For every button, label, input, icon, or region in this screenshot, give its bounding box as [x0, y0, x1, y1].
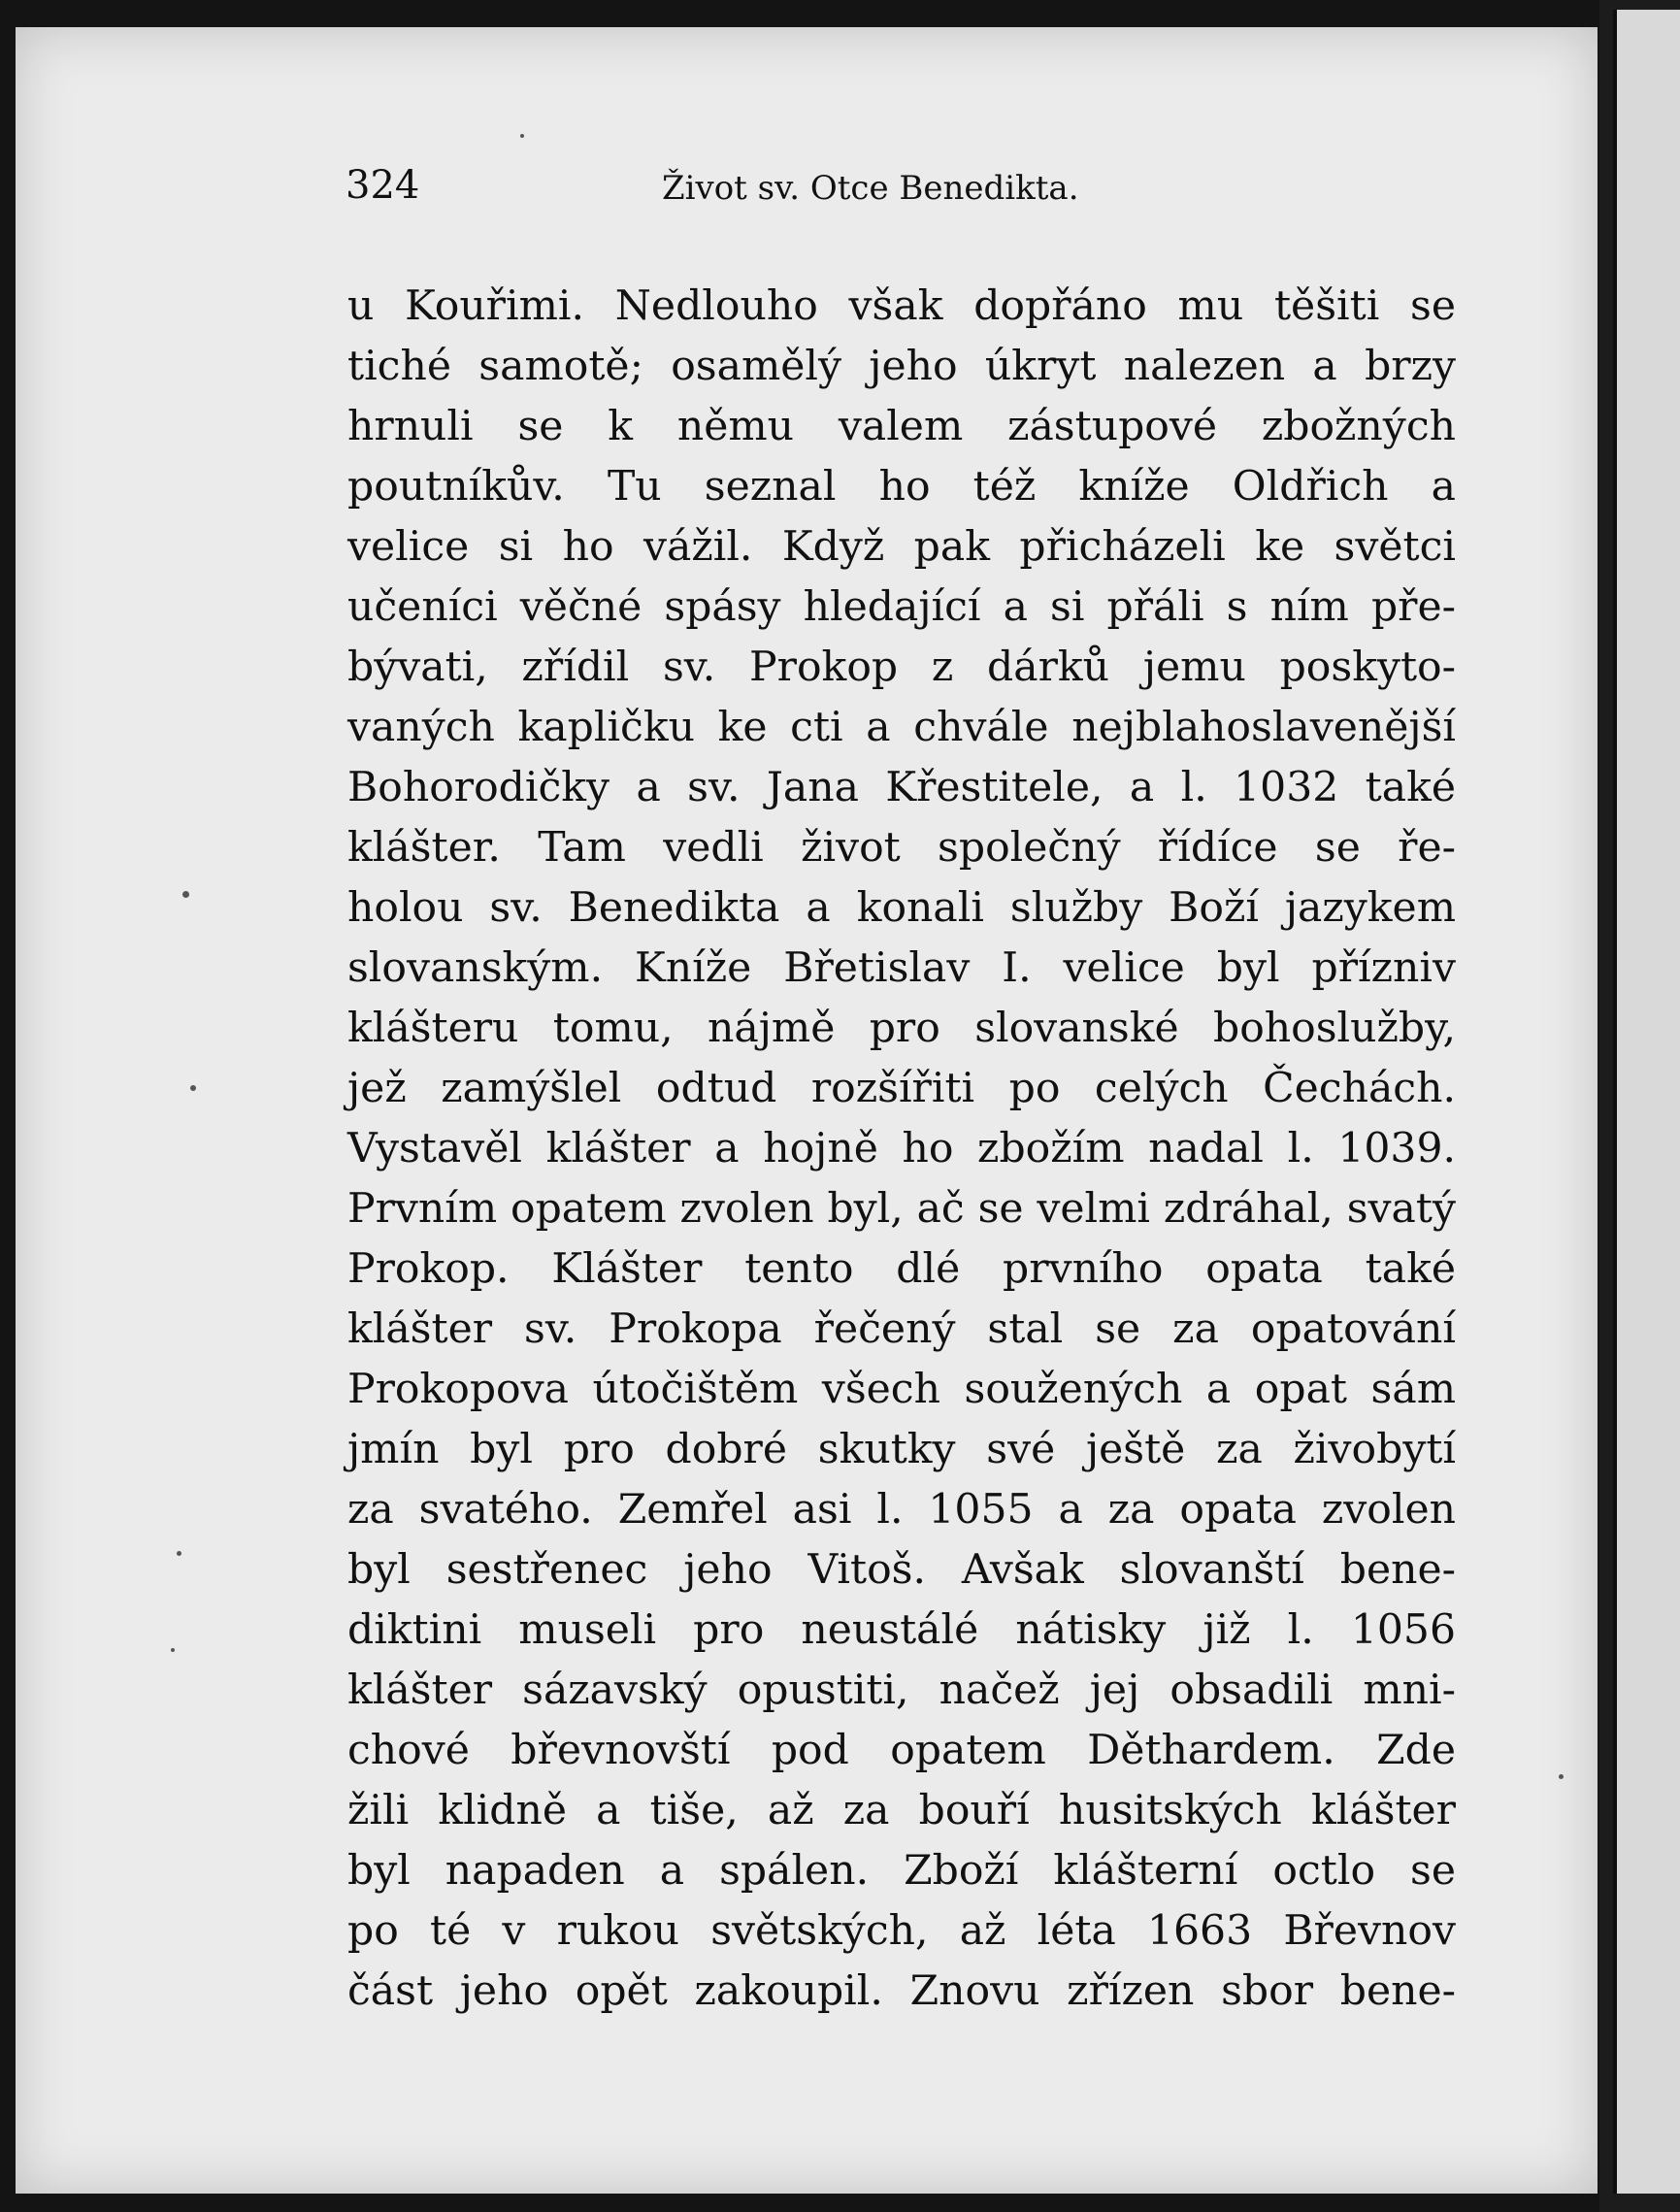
text-line: vaných kapličku ke cti a chvále nejblahoslavenější — [347, 704, 1456, 751]
text-line: Prokopova útočištěm všech soužených a opat sám — [347, 1366, 1456, 1413]
text-line: tiché samotě; osamělý jeho úkryt nalezen a brzy — [347, 343, 1456, 390]
next-page-edge — [1613, 10, 1680, 2194]
text-line: učeníci věčné spásy hledající a si přáli s ním pře- — [347, 583, 1456, 631]
text-line: byl sestřenec jeho Vitoš. Avšak slovanští bene- — [347, 1546, 1456, 1594]
text-line: hrnuli se k němu valem zástupové zbožných — [347, 403, 1456, 450]
text-line: holou sv. Benedikta a konali služby Boží jazykem — [347, 884, 1456, 932]
text-line: klášter sv. Prokopa řečený stal se za opatování — [347, 1305, 1456, 1353]
text-line: Prvním opatem zvolen byl, ač se velmi zdráhal, svatý — [347, 1185, 1456, 1233]
text-line: žili klidně a tiše, až za bouří husitských klášter — [347, 1787, 1456, 1834]
body-text — [347, 277, 1456, 2022]
print-speck — [177, 1551, 181, 1556]
page-number: 324 — [346, 163, 420, 208]
text-line: byl napaden a spálen. Zboží klášterní octlo se — [347, 1847, 1456, 1895]
text-line: Prokop. Klášter tento dlé prvního opata také — [347, 1245, 1456, 1293]
print-speck — [171, 1648, 175, 1652]
text-line: po té v rukou světských, až léta 1663 Břevnov — [347, 1907, 1456, 1955]
text-line: jmín byl pro dobré skutky své ještě za živobytí — [347, 1426, 1456, 1473]
page-header — [346, 163, 1462, 221]
running-title: Život sv. Otce Benedikta. — [662, 169, 1079, 208]
print-speck — [182, 891, 189, 898]
text-line: Vystavěl klášter a hojně ho zbožím nadal l. 1039. — [347, 1125, 1456, 1172]
text-line: část jeho opět zakoupil. Znovu zřízen sbor bene- — [347, 1967, 1456, 2015]
text-line: klášter sázavský opustiti, načež jej obsadili mni- — [347, 1667, 1456, 1714]
text-line: klášteru tomu, nájmě pro slovanské bohoslužby, — [347, 1005, 1456, 1052]
text-line: poutníkův. Tu seznal ho též kníže Oldřich a — [347, 463, 1456, 511]
text-line: jež zamýšlel odtud rozšířiti po celých Čechách. — [347, 1065, 1456, 1112]
text-line: bývati, zřídil sv. Prokop z dárků jemu poskyto- — [347, 644, 1456, 691]
text-line: diktini museli pro neustálé nátisky již l. 1056 — [347, 1606, 1456, 1654]
text-line: chové břevnovští pod opatem Děthardem. Zde — [347, 1727, 1456, 1774]
text-line: slovanským. Kníže Břetislav I. velice byl přízniv — [347, 944, 1456, 992]
text-line: za svatého. Zemřel asi l. 1055 a za opata zvolen — [347, 1486, 1456, 1534]
print-speck — [190, 1085, 196, 1091]
text-line: klášter. Tam vedli život společný řídíce se ře- — [347, 824, 1456, 872]
print-speck — [1559, 1774, 1564, 1779]
text-line: Bohorodičky a sv. Jana Křestitele, a l. 1032 také — [347, 764, 1456, 811]
text-line: velice si ho vážil. Když pak přicházeli ke světci — [347, 523, 1456, 571]
print-speck — [520, 134, 524, 138]
text-line: u Kouřimi. Nedlouho však dopřáno mu těšiti se — [347, 282, 1456, 330]
